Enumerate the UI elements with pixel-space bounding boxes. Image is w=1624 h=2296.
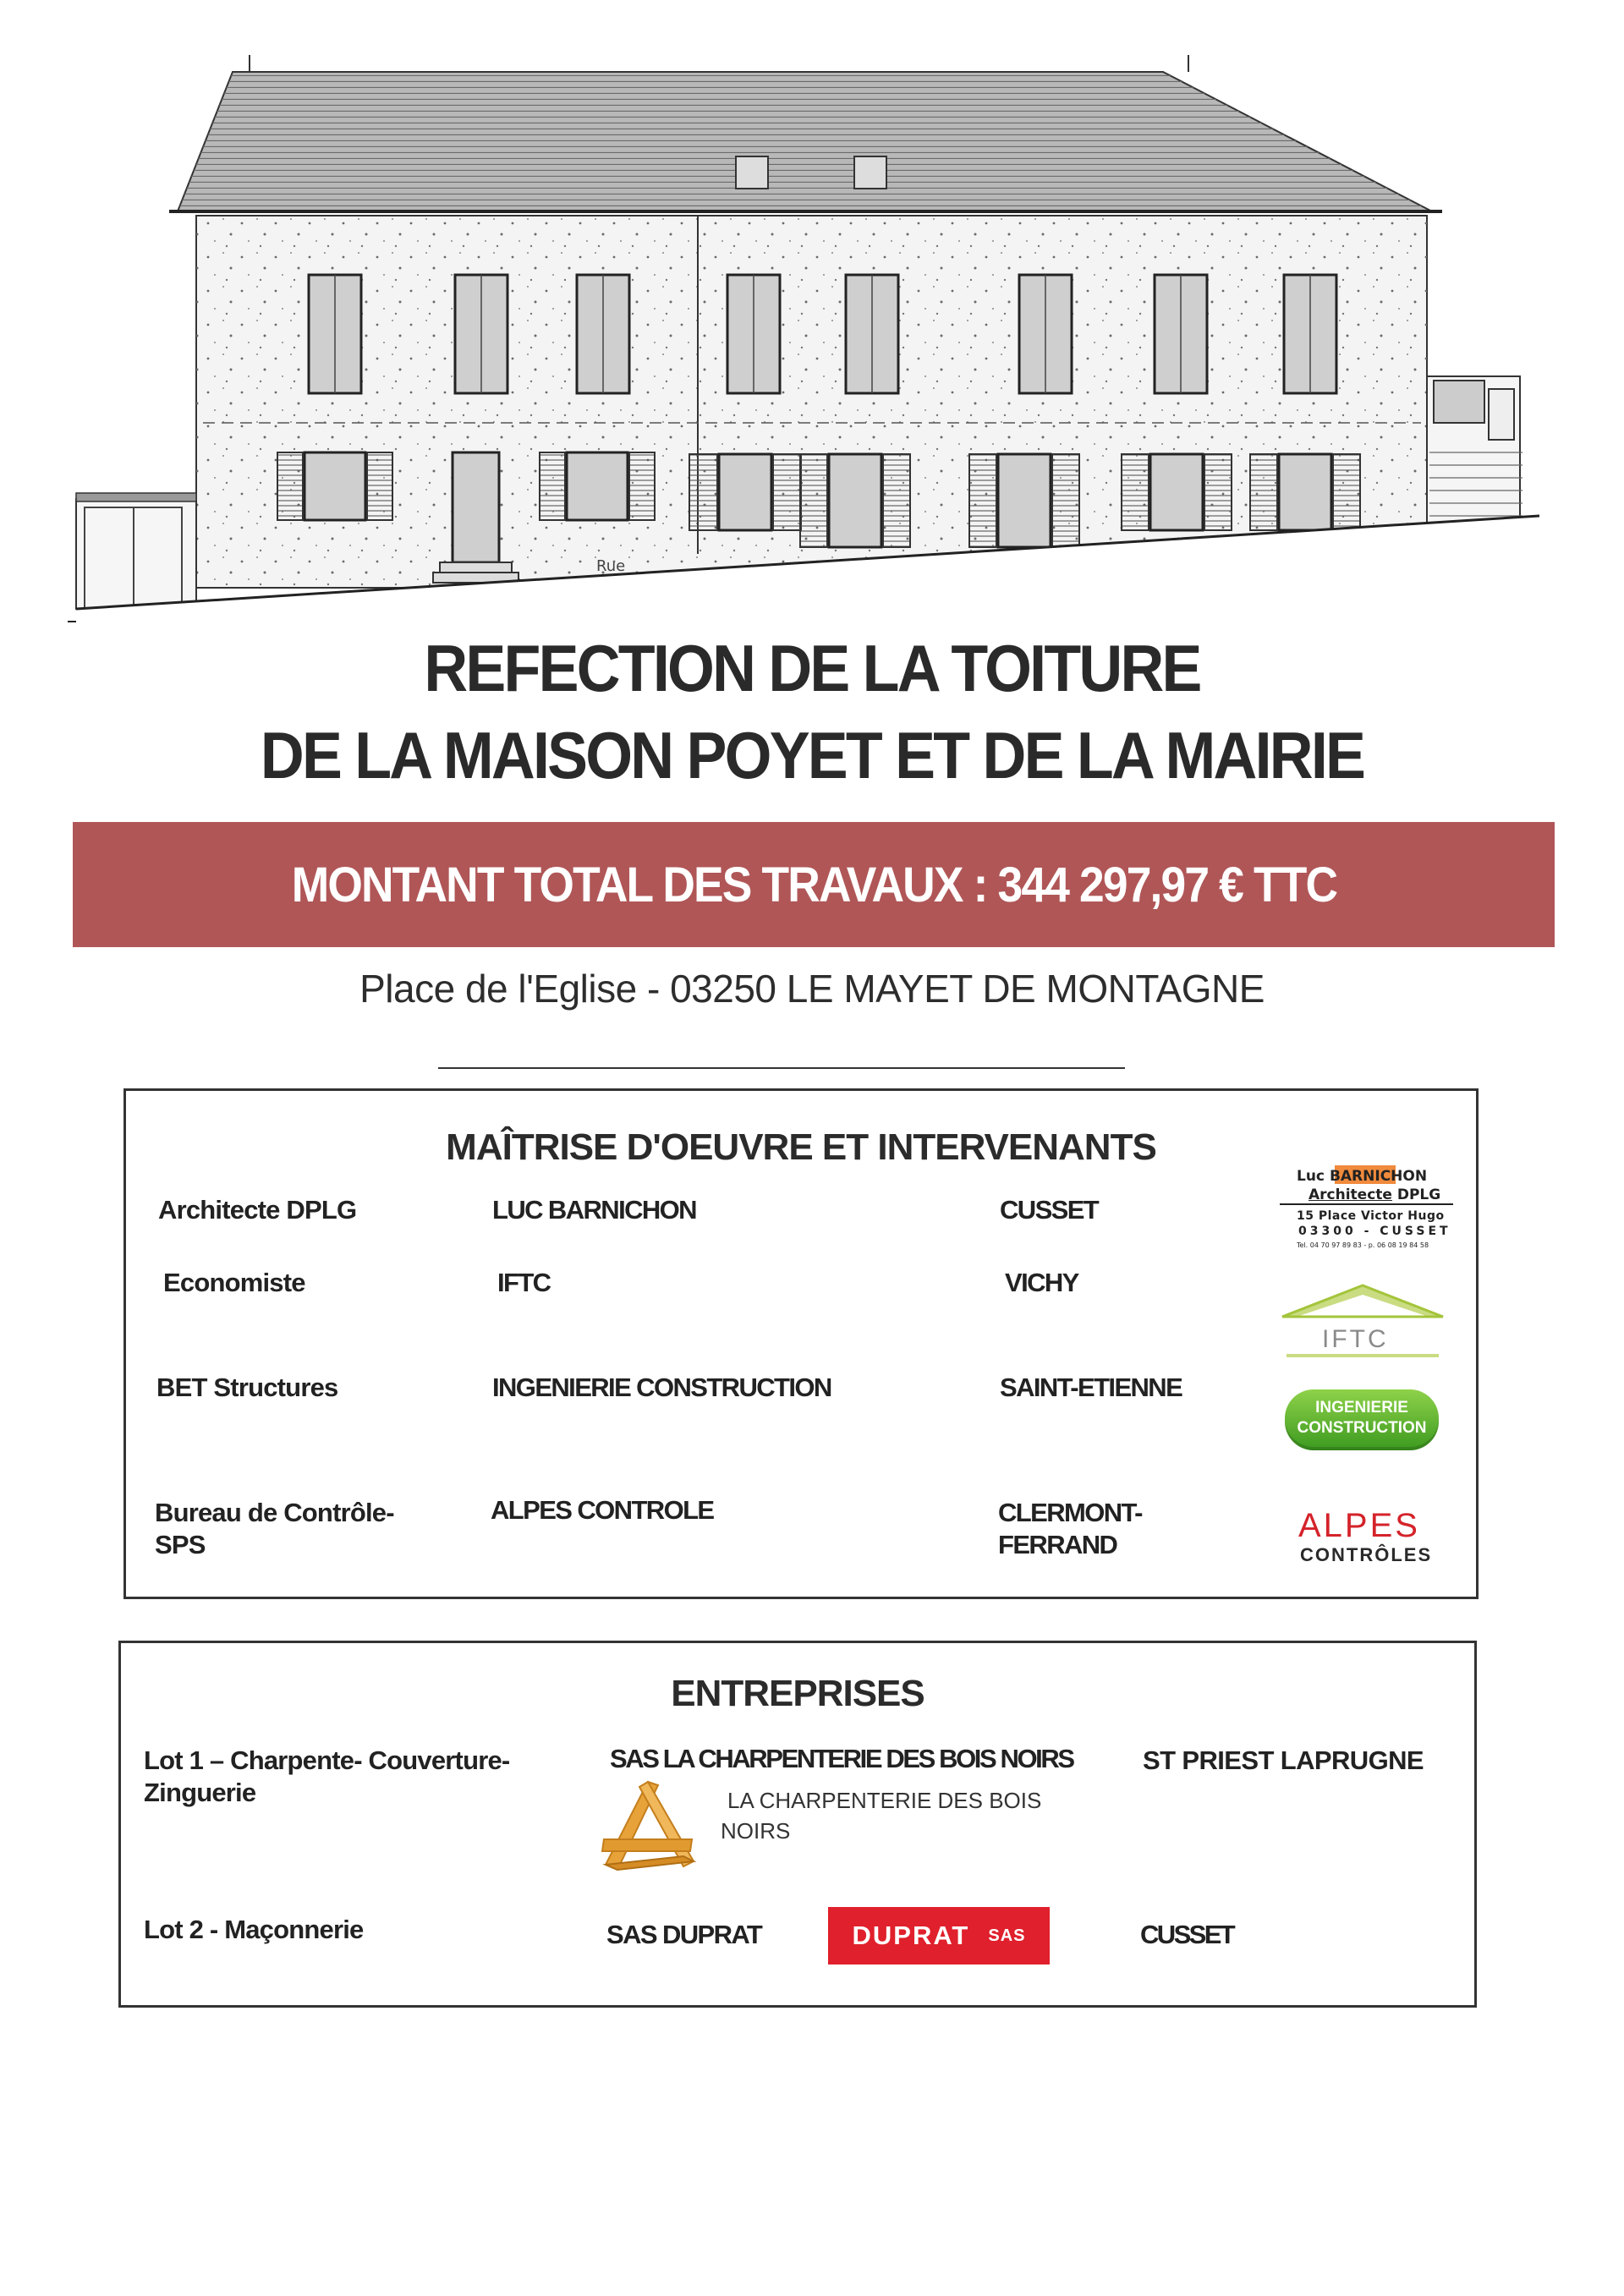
lot1-label: [144, 1745, 509, 1809]
role-economiste: Economiste: [163, 1268, 305, 1297]
alpes-logo-bottom: CONTRÔLES: [1300, 1544, 1433, 1565]
name-iftc: IFTC: [497, 1268, 551, 1297]
city-cusset: CUSSET: [1000, 1195, 1099, 1225]
city-clermont-line1: CLERMONT-: [998, 1498, 1142, 1527]
facade-svg: [68, 47, 1556, 638]
role-bureau-controle: [155, 1497, 394, 1561]
duprat-logo-suffix: SAS: [988, 1926, 1026, 1945]
charpenterie-logo-line1: LA CHARPENTERIE DES BOIS: [727, 1788, 1042, 1813]
duprat-logo-main: DUPRAT: [852, 1921, 970, 1950]
separator-line: [438, 1067, 1125, 1069]
maitrise-heading: MAÎTRISE D'OEUVRE ET INTERVENANTS: [446, 1126, 1156, 1168]
city-saint-etienne: SAINT-ETIENNE: [1000, 1373, 1182, 1402]
name-alpes-controle: ALPES CONTROLE: [491, 1495, 714, 1525]
lot1-label-line1: Lot 1 – Charpente- Couverture-: [144, 1745, 510, 1775]
barnichon-logo-phone: Tel. 04 70 97 89 83 - p. 06 08 19 84 58: [1297, 1241, 1429, 1249]
city-clermont-line2: FERRAND: [998, 1530, 1117, 1559]
lot2-label: Lot 2 - Maçonnerie: [144, 1915, 364, 1944]
lot1-city: ST PRIEST LAPRUGNE: [1143, 1745, 1424, 1775]
entreprises-box: [118, 1641, 1477, 2008]
lot2-company: SAS DUPRAT: [606, 1920, 762, 1949]
barnichon-logo-title: Architecte: [1309, 1186, 1392, 1203]
barnichon-logo-rule: [1280, 1203, 1453, 1205]
ic-logo-line2: CONSTRUCTION: [1297, 1419, 1427, 1437]
maitrise-oeuvre-box: [123, 1088, 1479, 1599]
page-title-line1: REFECTION DE LA TOITURE: [424, 631, 1200, 705]
role-bet-structures: BET Structures: [156, 1373, 338, 1402]
role-bureau-line2: SPS: [155, 1530, 206, 1559]
barnichon-logo-first: Luc: [1297, 1168, 1330, 1185]
lot1-company: SAS LA CHARPENTERIE DES BOIS NOIRS: [610, 1744, 1073, 1773]
iftc-logo-text: IFTC: [1322, 1325, 1389, 1353]
barnichon-logo: [1280, 1165, 1457, 1258]
barnichon-logo-postcode: 03300 - CUSSET: [1298, 1225, 1451, 1238]
role-bureau-line1: Bureau de Contrôle-: [155, 1498, 394, 1527]
entreprises-heading: ENTREPRISES: [671, 1673, 924, 1714]
city-vichy: VICHY: [1005, 1268, 1078, 1297]
charpenterie-logo: [599, 1778, 1073, 1880]
site-address: Place de l'Eglise - 03250 LE MAYET DE MONTAGNE: [359, 967, 1265, 1011]
lot2-city: CUSSET: [1140, 1920, 1234, 1949]
role-architecte: Architecte DPLG: [158, 1195, 357, 1225]
facade-elevation-drawing: [68, 47, 1556, 638]
barnichon-logo-last: BARNICHON: [1329, 1168, 1428, 1185]
barnichon-logo-address: 15 Place Victor Hugo: [1297, 1209, 1445, 1223]
ic-logo-line1: INGENIERIE: [1315, 1399, 1408, 1417]
iftc-logo: [1278, 1281, 1447, 1362]
charpenterie-logo-line2: NOIRS: [721, 1818, 791, 1844]
duprat-logo: [828, 1907, 1050, 1964]
lot1-label-line2: Zinguerie: [144, 1778, 256, 1807]
page-title-line2: DE LA MAISON POYET ET DE LA MAIRIE: [260, 718, 1364, 792]
name-barnichon: LUC BARNICHON: [492, 1195, 696, 1225]
alpes-controles-logo: [1298, 1507, 1451, 1575]
total-amount-text: MONTANT TOTAL DES TRAVAUX : 344 297,97 € TTC: [291, 857, 1336, 912]
alpes-logo-top: ALPES: [1298, 1507, 1420, 1544]
name-ingenierie-construction: INGENIERIE CONSTRUCTION: [492, 1373, 831, 1402]
ingenierie-construction-logo: [1285, 1389, 1439, 1450]
street-label: Rue: [596, 557, 626, 575]
total-amount-banner: [73, 822, 1555, 947]
barnichon-logo-dplg: DPLG: [1391, 1186, 1441, 1203]
charpenterie-frame-icon: [599, 1778, 699, 1878]
city-clermont-ferrand: [998, 1497, 1142, 1561]
